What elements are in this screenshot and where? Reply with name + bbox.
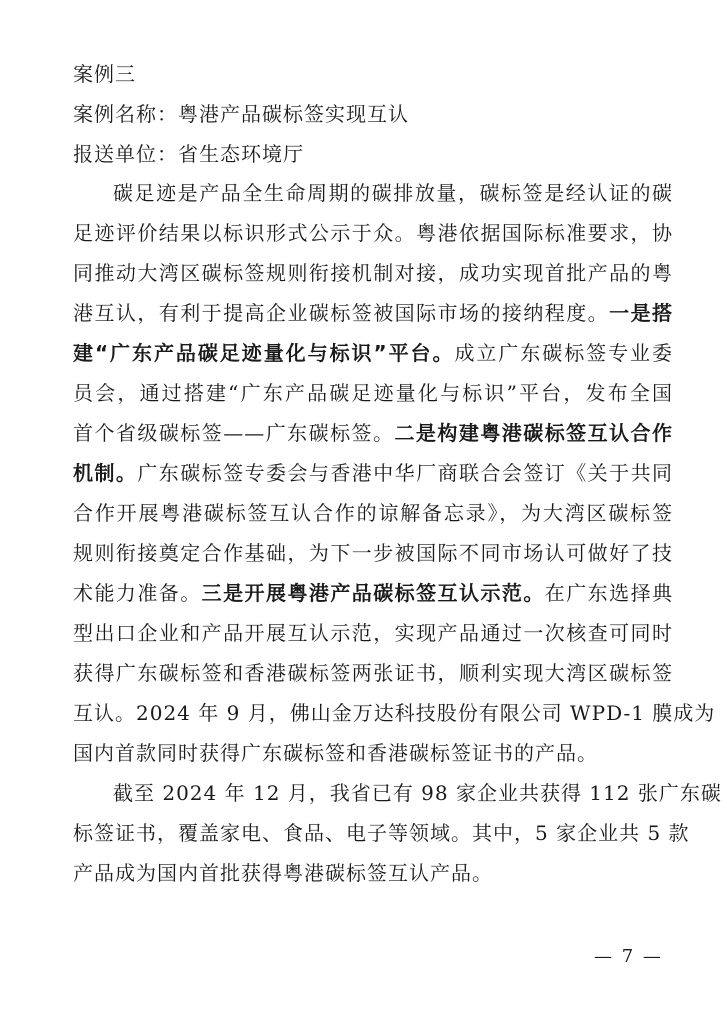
paragraph-1-line: 员会，通过搭建“广东产品碳足迹量化与标识”平台，发布全国	[73, 381, 673, 405]
paragraph-1-line: 互认。2024 年 9 月，佛山金万达科技股份有限公司 WPD-1 膜成为	[73, 701, 716, 725]
text-span: 广东碳标签专委会与香港中华厂商联合会签订《关于共同	[137, 461, 674, 485]
bold-text: 一是搭	[609, 301, 674, 325]
reporting-unit: 报送单位：省生态环境厅	[73, 142, 304, 166]
paragraph-1-line	[73, 461, 673, 485]
paragraph-1-line: 规则衔接奠定合作基础，为下一步被国际不同市场认可做好了技	[73, 541, 673, 565]
case-name: 案例名称：粤港产品碳标签实现互认	[73, 102, 409, 126]
paragraph-1-line: 碳足迹是产品全生命周期的碳排放量，碳标签是经认证的碳	[113, 181, 673, 205]
paragraph-1-line: 足迹评价结果以标识形式公示于众。粤港依据国际标准要求，协	[73, 221, 673, 245]
paragraph-2-line: 产品成为国内首批获得粤港碳标签互认产品。	[73, 861, 493, 885]
paragraph-1-line	[73, 581, 673, 605]
paragraph-1-line: 获得广东碳标签和香港碳标签两张证书，顺利实现大湾区碳标签	[73, 661, 673, 685]
paragraph-1-line	[73, 421, 673, 445]
bold-text: 机制。	[73, 461, 138, 485]
bold-text: 三是开展粤港产品碳标签互认示范。	[201, 581, 545, 605]
paragraph-1-line: 型出口企业和产品开展互认示范，实现产品通过一次核查可同时	[73, 621, 673, 645]
text-span: 港互认，有利于提高企业碳标签被国际市场的接纳程度。	[73, 301, 610, 325]
text-span: 在广东选择典	[544, 581, 674, 605]
paragraph-1-line	[73, 301, 673, 325]
paragraph-2-line: 截至 2024 年 12 月，我省已有 98 家企业共获得 112 张广东碳	[113, 781, 722, 805]
text-span: 首个省级碳标签——广东碳标签。	[73, 421, 395, 445]
paragraph-1-line	[73, 341, 673, 365]
text-span: 成立广东碳标签专业委	[454, 341, 674, 365]
case-label: 案例三	[73, 62, 136, 86]
paragraph-2-line: 标签证书，覆盖家电、食品、电子等领域。其中，5 家企业共 5 款	[73, 821, 690, 845]
bold-text: 二是构建粤港碳标签互认合作	[394, 421, 674, 445]
bold-text: 建“广东产品碳足迹量化与标识”平台。	[73, 341, 455, 365]
paragraph-1-line: 合作开展粤港碳标签互认合作的谅解备忘录》，为大湾区碳标签	[73, 501, 673, 525]
text-span: 术能力准备。	[73, 581, 202, 605]
paragraph-1-line: 国内首款同时获得广东碳标签和香港碳标签证书的产品。	[73, 741, 598, 765]
paragraph-1-line: 同推动大湾区碳标签规则衔接机制对接，成功实现首批产品的粤	[73, 261, 673, 285]
page-number: — 7 —	[594, 946, 663, 967]
